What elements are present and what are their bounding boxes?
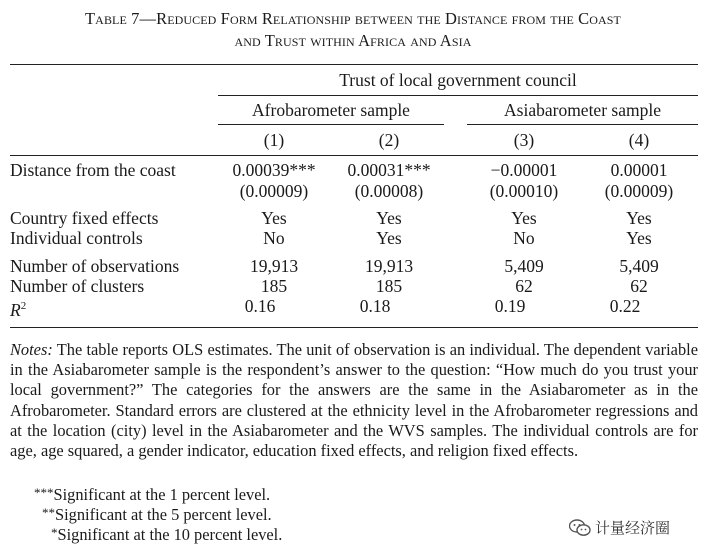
- watermark: [565, 515, 674, 540]
- sig-stars-10pct: *: [51, 525, 58, 540]
- r2-col-4: 0.22: [609, 296, 641, 316]
- sig-text-5pct: Significant at the 5 percent level.: [55, 505, 272, 524]
- table-caption: [0, 8, 706, 52]
- column-header-1: (1): [263, 130, 285, 150]
- top-rule: [10, 64, 698, 65]
- caption-line-2: and Trust within Africa and Asia: [234, 31, 472, 50]
- coef-col-1: 0.00039***: [232, 160, 316, 180]
- n-clusters-col-3: 62: [515, 276, 533, 296]
- coef-col-4: 0.00001: [610, 160, 668, 180]
- country-fe-col-2: Yes: [376, 208, 402, 228]
- sig-text-10pct: Significant at the 10 percent level.: [57, 525, 283, 544]
- r2-col-1: 0.16: [244, 296, 276, 316]
- row-label-r2: [10, 296, 26, 320]
- row-label-distance: Distance from the coast: [10, 160, 176, 180]
- country-fe-col-4: Yes: [626, 208, 652, 228]
- wechat-icon: [569, 519, 591, 537]
- indiv-controls-col-3: No: [513, 228, 535, 248]
- sig-stars-5pct: **: [42, 505, 55, 520]
- coef-col-2: 0.00031***: [347, 160, 431, 180]
- n-clusters-col-1: 185: [260, 276, 288, 296]
- se-col-3: (0.00010): [489, 181, 559, 201]
- indiv-controls-col-1: No: [263, 228, 285, 248]
- row-label-indiv-controls: Individual controls: [10, 228, 143, 248]
- coef-col-3: −0.00001: [490, 160, 558, 180]
- dependent-var-header: Trust of local government council: [339, 70, 577, 90]
- n-clusters-col-2: 185: [375, 276, 403, 296]
- row-label-country-fe: Country fixed effects: [10, 208, 159, 228]
- column-header-4: (4): [628, 130, 650, 150]
- n-obs-col-3: 5,409: [504, 256, 544, 276]
- se-col-2: (0.00008): [354, 181, 424, 201]
- sig-text-1pct: Significant at the 1 percent level.: [53, 485, 271, 504]
- notes-text: The table reports OLS estimates. The unit of observation is an individual. The dependent variable in the Asiabarometer sample is the respondent’s answer to the question: “How much do you trust your local government?” The categories for the answers are the same in the Asiabarometer as in the Afrobarometer. Standard errors are clustered at the ethnicity level in the Afrobarometer regressions and at the location (city) level in the Asiabarometer and the WVS samples. The individual controls are for age, age squared, a gender indicator, education fixed effects, and religion fixed effects.: [10, 340, 698, 461]
- sig-note-1pct: [34, 483, 270, 505]
- dependent-var-rule: [218, 95, 698, 96]
- column-header-2: (2): [378, 130, 400, 150]
- n-obs-col-1: 19,913: [249, 256, 299, 276]
- r2-sup: 2: [20, 300, 27, 312]
- row-label-n-obs: Number of observations: [10, 256, 180, 276]
- asia-group-rule: [467, 124, 698, 125]
- sig-note-10pct: [51, 523, 282, 545]
- country-fe-col-3: Yes: [511, 208, 537, 228]
- group-header-asia: Asiabarometer sample: [504, 100, 661, 120]
- sig-note-5pct: [42, 503, 272, 525]
- africa-group-rule: [218, 124, 444, 125]
- group-header-africa: Afrobarometer sample: [252, 100, 410, 120]
- column-header-3: (3): [513, 130, 535, 150]
- n-obs-col-4: 5,409: [619, 256, 659, 276]
- se-col-1: (0.00009): [239, 181, 309, 201]
- sig-stars-1pct: ***: [34, 485, 54, 500]
- indiv-controls-col-4: Yes: [626, 228, 652, 248]
- caption-line-1: Table 7—Reduced Form Relationship between the Distance from the Coast: [85, 9, 621, 28]
- notes-label: Notes:: [10, 340, 53, 359]
- se-col-4: (0.00009): [604, 181, 674, 201]
- row-label-n-clusters: Number of clusters: [10, 276, 145, 296]
- indiv-controls-col-2: Yes: [376, 228, 402, 248]
- r2-col-3: 0.19: [494, 296, 526, 316]
- r2-col-2: 0.18: [359, 296, 391, 316]
- r2-base: R: [10, 299, 21, 320]
- n-clusters-col-4: 62: [630, 276, 648, 296]
- bottom-rule: [10, 327, 698, 328]
- table-notes: [10, 340, 698, 461]
- country-fe-col-1: Yes: [261, 208, 287, 228]
- header-bottom-rule: [10, 155, 698, 156]
- n-obs-col-2: 19,913: [364, 256, 414, 276]
- watermark-text: 计量经济圈: [595, 519, 671, 537]
